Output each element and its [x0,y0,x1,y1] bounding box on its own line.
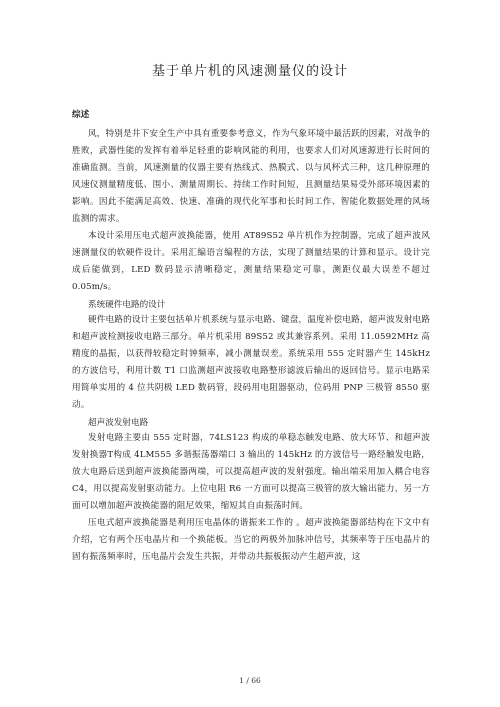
section-heading-hardware: 系统硬件电路的设计 [88,300,166,310]
abstract-heading: 综述 [72,110,90,120]
transmitter-paragraph-2: 压电式超声波换能器是利用压电晶体的谐振来工作的 。超声波换能器部结构在下文中有介绍，它有两个压电晶片和一个换能板。当它的两极外加脉冲信号，其频率等于压电晶片的固有振荡频率时，压电晶片会发生共振，并带动共振板振动产生超声波，这 [72,518,430,562]
section-heading-transmitter: 超声波发射电路 [88,418,149,428]
document-body [72,108,430,566]
hardware-paragraph: 硬件电路的设计主要包括单片机系统与显示电路、键盘，温度补偿电路，超声波发射电路和超声波检测接收电路三部分。单片机采用 89S52 或其兼容系列。采用 11.0592MHz 高精度的晶振，以获得较稳定时钟频率，减小测量误差。系统采用 555 定时器产生 145kHz 的方波信号，利用计数 T1 口监测超声波接收电路整形滤波后输出的返回信号。显示电路采用简单实用的 4 位共阴极 LED 数码管，段码用电阻器驱动，位码用 PNP 三极管 8550 驱动。 [72,315,430,410]
page-title: 基于单片机的风速测量仪的设计 [151,64,348,79]
transmitter-paragraph-1: 发射电路主要由 555 定时器，74LS123 构成的单稳态触发电路、放大环节、和超声波发射换器T构成 4LM555 多谐振荡器端口 3 输出的 145kHz 的方波信号一路经触发电路，放大电路后送到超声波换能器两端，可以提高超声波的发射强度。输出端采用加入耦合电容 C4，用以提高发射驱动能力。上位电阻 R6 一方面可以提高三极管的放大输出能力，另一方面可以增加超声波换能器的阻尼效果，缩短其自由振荡时间。 [72,433,430,511]
abstract-paragraph-2: 本设计采用压电式超声波换能器，使用 AT89S52 单片机作为控制器，完成了超声波风速测量仪的软硬件设计。采用汇编语言编程的方法，实现了测量结果的计算和显示。设计完成后能做到，LED 数码显示清晰稳定，测量结果稳定可靠，测距仪最大误差不超过 0.05m/s。 [72,231,430,292]
page-number: 1 / 66 [239,676,261,685]
abstract-paragraph-1: 风，特别是井下安全生产中具有重要参考意义，作为气象环境中最活跃的因素，对战争的胜败，武器性能的发挥有着举足轻重的影响风能的利用，也要求人们对风速源进行长时间的准确监测。当前，风速测量的仪器主要有热线式、热膜式、以与风杯式三种，这几种原理的风速仪测量精度低、围小、测量周期长、持续工作时间短，且测量结果易受外部环境因素的影响。因此不能满足高效、快速、准确的现代化军事和长时间工作、智能化数据处理的风场监测的需求。 [72,129,430,224]
